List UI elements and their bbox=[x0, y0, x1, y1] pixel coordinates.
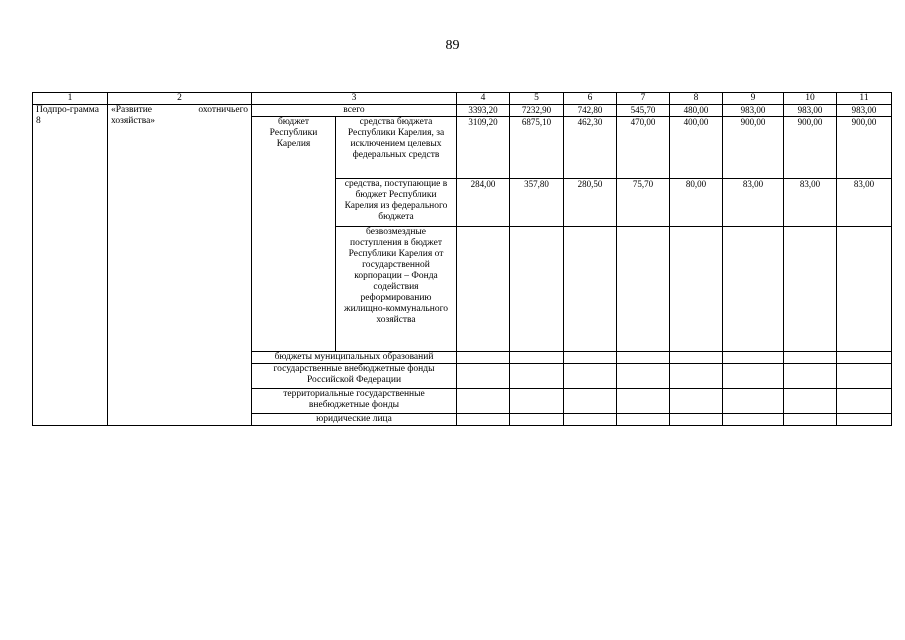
value-cell-empty bbox=[784, 352, 837, 364]
header-cell-1: 1 bbox=[33, 93, 108, 105]
value-cell: 3393,20 bbox=[457, 105, 510, 117]
value-cell-empty bbox=[670, 389, 723, 414]
value-cell-empty bbox=[723, 389, 784, 414]
row-label-federal: средства, поступающие в бюджет Республики Карелия из федерального бюджета bbox=[336, 179, 457, 227]
value-cell-empty bbox=[837, 352, 892, 364]
value-cell-empty bbox=[670, 352, 723, 364]
value-cell: 545,70 bbox=[617, 105, 670, 117]
budget-rk-group-label: бюджет Республики Карелия bbox=[252, 117, 336, 352]
value-cell-empty bbox=[510, 352, 564, 364]
row-label-budget-rk: средства бюджета Республики Карелия, за исключением целевых федеральных средств bbox=[336, 117, 457, 179]
value-cell-empty bbox=[510, 364, 564, 389]
value-cell-empty bbox=[457, 389, 510, 414]
value-cell-empty bbox=[510, 389, 564, 414]
header-cell-8: 8 bbox=[670, 93, 723, 105]
value-cell-empty bbox=[670, 364, 723, 389]
value-cell-empty bbox=[723, 227, 784, 352]
value-cell: 480,00 bbox=[670, 105, 723, 117]
header-row bbox=[33, 93, 892, 105]
value-cell: 6875,10 bbox=[510, 117, 564, 179]
value-cell: 3109,20 bbox=[457, 117, 510, 179]
value-cell: 75,70 bbox=[617, 179, 670, 227]
value-cell-empty bbox=[784, 389, 837, 414]
value-cell-empty bbox=[510, 414, 564, 426]
value-cell: 400,00 bbox=[670, 117, 723, 179]
value-cell-empty bbox=[617, 364, 670, 389]
value-cell-empty bbox=[564, 352, 617, 364]
value-cell: 462,30 bbox=[564, 117, 617, 179]
value-cell: 900,00 bbox=[837, 117, 892, 179]
value-cell: 83,00 bbox=[837, 179, 892, 227]
value-cell-empty bbox=[723, 414, 784, 426]
value-cell: 742,80 bbox=[564, 105, 617, 117]
value-cell-empty bbox=[837, 389, 892, 414]
header-cell-7: 7 bbox=[617, 93, 670, 105]
value-cell-empty bbox=[784, 227, 837, 352]
value-cell-empty bbox=[837, 364, 892, 389]
value-cell-empty bbox=[723, 352, 784, 364]
value-cell: 900,00 bbox=[723, 117, 784, 179]
value-cell-empty bbox=[837, 414, 892, 426]
value-cell-empty bbox=[784, 414, 837, 426]
value-cell-empty bbox=[617, 352, 670, 364]
value-cell-empty bbox=[564, 414, 617, 426]
table-row bbox=[33, 105, 892, 117]
value-cell: 983,00 bbox=[723, 105, 784, 117]
value-cell-empty bbox=[617, 227, 670, 352]
program-name-rest: хозяйства» bbox=[111, 116, 156, 126]
row-label-municipal: бюджеты муниципальных образований bbox=[252, 352, 457, 364]
value-cell-empty bbox=[457, 414, 510, 426]
value-cell-empty bbox=[670, 414, 723, 426]
value-cell-empty bbox=[837, 227, 892, 352]
value-cell: 83,00 bbox=[784, 179, 837, 227]
value-cell: 284,00 bbox=[457, 179, 510, 227]
value-cell-empty bbox=[564, 227, 617, 352]
header-cell-11: 11 bbox=[837, 93, 892, 105]
header-cell-9: 9 bbox=[723, 93, 784, 105]
program-name-word1: «Развитие bbox=[111, 105, 153, 115]
row-label-legal: юридические лица bbox=[252, 414, 457, 426]
budget-table bbox=[32, 92, 892, 426]
value-cell-empty bbox=[564, 364, 617, 389]
header-cell-4: 4 bbox=[457, 93, 510, 105]
value-cell: 7232,90 bbox=[510, 105, 564, 117]
header-cell-10: 10 bbox=[784, 93, 837, 105]
value-cell: 83,00 bbox=[723, 179, 784, 227]
value-cell: 280,50 bbox=[564, 179, 617, 227]
value-cell: 983,00 bbox=[837, 105, 892, 117]
value-cell-empty bbox=[723, 364, 784, 389]
program-name bbox=[108, 105, 252, 426]
value-cell-empty bbox=[784, 364, 837, 389]
header-cell-2: 2 bbox=[108, 93, 252, 105]
value-cell: 470,00 bbox=[617, 117, 670, 179]
value-cell-empty bbox=[457, 227, 510, 352]
value-cell: 80,00 bbox=[670, 179, 723, 227]
value-cell: 983,00 bbox=[784, 105, 837, 117]
program-label: Подпро-грамма 8 bbox=[33, 105, 108, 426]
value-cell-empty bbox=[617, 389, 670, 414]
program-name-word2: охотничьего bbox=[198, 105, 248, 115]
header-cell-6: 6 bbox=[564, 93, 617, 105]
row-label-extrabudget: государственные внебюджетные фонды Российской Федерации bbox=[252, 364, 457, 389]
header-cell-3: 3 bbox=[252, 93, 457, 105]
value-cell-empty bbox=[457, 364, 510, 389]
value-cell-empty bbox=[564, 389, 617, 414]
value-cell-empty bbox=[670, 227, 723, 352]
value-cell: 900,00 bbox=[784, 117, 837, 179]
row-label-territorial: территориальные государственные внебюджетные фонды bbox=[252, 389, 457, 414]
header-cell-5: 5 bbox=[510, 93, 564, 105]
row-label-free-receipts: безвозмездные поступления в бюджет Республики Карелия от государственной корпорации – Фонда содействия реформированию жилищно-коммунального хозяйства bbox=[336, 227, 457, 352]
value-cell: 357,80 bbox=[510, 179, 564, 227]
page-number: 89 bbox=[445, 38, 460, 53]
value-cell-empty bbox=[457, 352, 510, 364]
value-cell-empty bbox=[617, 414, 670, 426]
value-cell-empty bbox=[510, 227, 564, 352]
row-label-total: всего bbox=[252, 105, 457, 117]
